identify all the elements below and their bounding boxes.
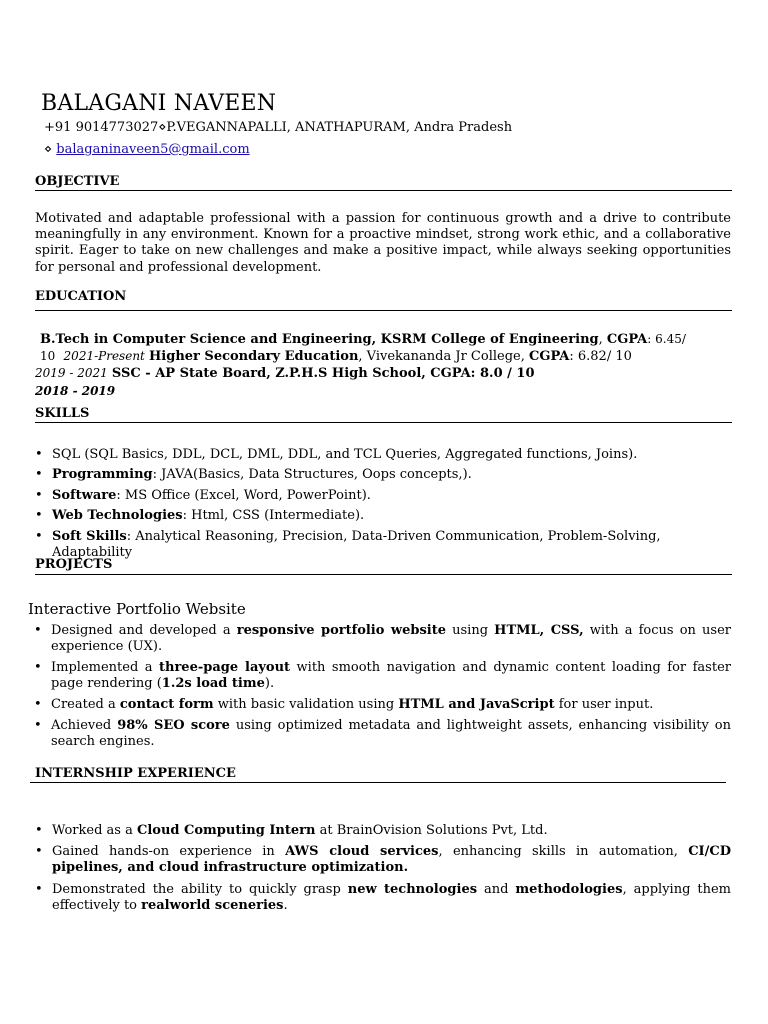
education-years: 2021-Present: [63, 349, 145, 364]
education-cgpa-value: : 6.82/ 10: [569, 349, 632, 365]
skills-divider: [35, 422, 732, 423]
text-run: and: [477, 881, 516, 897]
skill-label: Programming: [52, 467, 153, 483]
text-bold: realworld sceneries: [141, 897, 284, 913]
list-item: [35, 823, 731, 839]
education-entry-years: [35, 383, 735, 400]
skill-text: : MS Office (Excel, Word, PowerPoint).: [116, 487, 371, 503]
education-cgpa-label: CGPA: [529, 349, 570, 365]
education-cgpa-value: : 6.45/ 10: [40, 332, 686, 364]
education-years: 2019 - 2021: [35, 366, 108, 381]
list-item: [35, 529, 735, 561]
list-item: [35, 882, 731, 914]
text-run: Created a: [51, 696, 120, 712]
projects-divider: [35, 574, 732, 575]
project-title: Interactive Portfolio Website: [28, 600, 246, 618]
objective-divider: [35, 190, 732, 191]
internship-list: [35, 823, 731, 919]
text-bold: 1.2s load time: [161, 676, 265, 692]
text-bold: 98% SEO score: [117, 717, 230, 733]
list-item: [35, 844, 731, 876]
internship-heading: INTERNSHIP EXPERIENCE: [35, 766, 236, 781]
text-run: Achieved: [51, 717, 118, 733]
text-run: Designed and developed a: [51, 623, 237, 638]
list-item: [35, 467, 735, 483]
text-bold: methodologies: [515, 881, 623, 897]
list-item: [35, 488, 735, 504]
text-bold: three-page layout: [159, 659, 291, 675]
education-cgpa-label: CGPA: [606, 332, 648, 347]
skill-label: Software: [52, 487, 117, 503]
education-sep: ,: [598, 332, 607, 347]
text-run: for user input.: [554, 696, 654, 712]
candidate-name: BALAGANI NAVEEN: [41, 91, 277, 116]
text-run: Demonstrated the ability to quickly grasp: [52, 881, 348, 897]
list-item: [35, 447, 735, 463]
skill-label: Web Technologies: [52, 508, 183, 524]
education-entries: [35, 331, 735, 400]
text-run: with basic validation using: [213, 696, 399, 712]
text-bold: new technologies: [347, 881, 478, 897]
skill-label: Soft Skills: [52, 528, 127, 544]
skills-list: [35, 447, 735, 565]
internship-divider: [30, 782, 726, 783]
skill-text: : JAVA(Basics, Data Structures, Oops concepts,).: [152, 467, 472, 483]
education-entry-ssc: [35, 365, 735, 382]
text-bold: contact form: [119, 696, 214, 712]
text-run: using optimized metadata and lightweight assets, enhancing visibility on search engines.: [51, 717, 731, 749]
education-years: 2018 - 2019: [35, 383, 116, 398]
text-bold: Cloud Computing Intern: [136, 823, 316, 838]
text-run: Gained hands-on experience in: [52, 844, 286, 860]
list-item: [35, 508, 735, 524]
education-heading: EDUCATION: [35, 289, 127, 304]
education-entry-btech: [35, 331, 735, 365]
education-degree: Higher Secondary Education: [149, 349, 359, 365]
text-run: using: [446, 623, 495, 638]
text-bold: CI/CD pipelines, and cloud infrastructure optimization.: [52, 844, 731, 876]
contact-line: +91 9014773027⋄P.VEGANNAPALLI, ANATHAPURAM, Andra Pradesh: [44, 120, 513, 135]
text-run: ).: [264, 676, 275, 692]
text-run: with a focus on user experience (UX).: [51, 623, 731, 655]
list-item: [34, 697, 731, 713]
text-run: .: [283, 897, 288, 913]
text-run: , applying them effectively to: [52, 881, 731, 913]
skill-text: : Html, CSS (Intermediate).: [182, 508, 365, 524]
education-school: , Vivekananda Jr College,: [358, 349, 529, 365]
list-item: [34, 623, 731, 655]
education-cgpa-value: : 8.0 / 10: [470, 366, 535, 382]
projects-heading: PROJECTS: [35, 557, 113, 572]
skill-text: SQL (SQL Basics, DDL, DCL, DML, DDL, and TCL Queries, Aggregated functions, Joins).: [52, 447, 638, 462]
text-bold: HTML and JavaScript: [398, 696, 555, 712]
skills-heading: SKILLS: [35, 406, 90, 421]
projects-list: [34, 623, 731, 754]
list-item: [34, 660, 731, 692]
text-run: with smooth navigation and dynamic content loading for faster page rendering (: [51, 659, 731, 692]
text-run: Worked as a: [52, 823, 137, 838]
text-bold: AWS cloud services: [285, 844, 439, 860]
objective-heading: OBJECTIVE: [35, 174, 120, 189]
text-run: Implemented a: [51, 659, 159, 675]
text-run: at BrainOvision Solutions Pvt, Ltd.: [315, 823, 548, 838]
education-cgpa-label: CGPA: [425, 366, 471, 382]
email-line: [44, 142, 250, 157]
text-bold: responsive portfolio website: [236, 623, 447, 638]
email-link[interactable]: balaganinaveen5@gmail.com: [56, 142, 250, 157]
email-bullet: ⋄: [44, 142, 57, 157]
skill-text: : Analytical Reasoning, Precision, Data-Driven Communication, Problem-Solving, Adaptability: [52, 528, 661, 560]
list-item: [34, 718, 731, 750]
education-degree: B.Tech in Computer Science and Engineering, KSRM College of Engineering: [40, 332, 599, 347]
text-bold: HTML, CSS,: [494, 623, 584, 638]
objective-text: Motivated and adaptable professional with a passion for continuous growth and a drive to contribute meaningfully in any environment. Known for a proactive mindset, strong work ethic, and a collaborative spirit. Eager to take on new challenges and make a positive impact, while always seeking opportunities for personal and professional development.: [35, 211, 731, 275]
text-run: , enhancing skills in automation,: [438, 844, 689, 860]
education-divider: [35, 310, 732, 311]
education-degree: SSC - AP State Board, Z.P.H.S High School,: [111, 366, 426, 382]
